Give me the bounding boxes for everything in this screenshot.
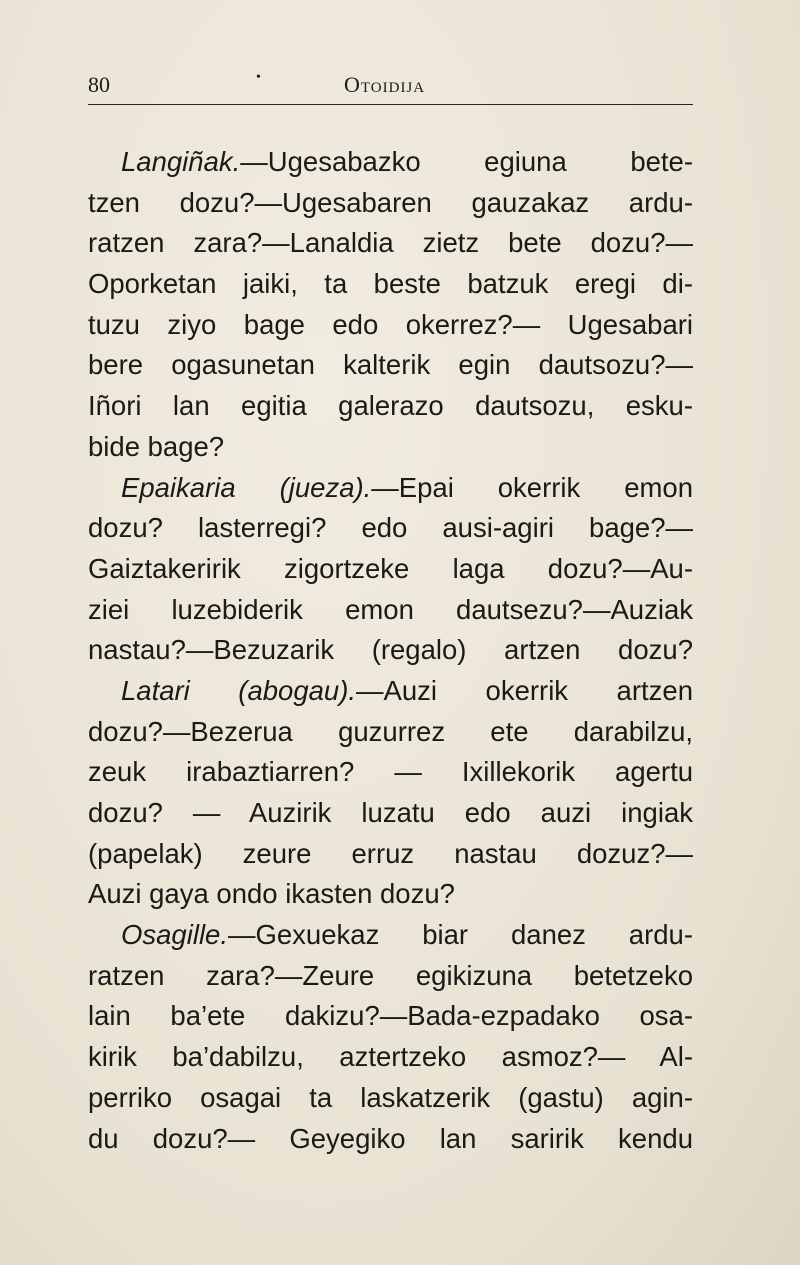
- line-text: —Ugesabazko egiuna bete-: [240, 146, 693, 177]
- text-line: [88, 671, 693, 712]
- text-line: dozu? lasterregi? edo ausi-agiri bage?—: [88, 512, 693, 544]
- header-dot: •: [256, 70, 261, 85]
- text-line: (papelak) zeure erruz nastau dozuz?—: [88, 837, 693, 869]
- line-text: —Gexuekaz biar danez ardu-: [228, 919, 693, 951]
- text-line: dozu? — Auzirik luzatu edo auzi ingiak: [88, 797, 693, 828]
- section-term: Epaikaria (jueza).: [121, 471, 372, 503]
- text-line: tuzu ziyo bage edo okerrez?— Ugesabari: [88, 308, 693, 340]
- section-term: Langiñak.: [121, 146, 241, 177]
- line-text: —Epai okerrik emon: [371, 471, 693, 503]
- text-line: bere ogasunetan kalterik egin dautsozu?—: [88, 349, 693, 381]
- text-line: Auzi gaya ondo ikasten dozu?: [88, 878, 455, 910]
- text-line: zeuk irabaztiarren? — Ixillekorik agertu: [88, 756, 693, 788]
- body-text: [88, 142, 693, 1159]
- text-line: lain ba’ete dakizu?—Bada-ezpadako osa-: [88, 1000, 693, 1032]
- page-header: [88, 60, 693, 105]
- text-line: [88, 915, 693, 956]
- page-number: 80: [88, 72, 110, 97]
- text-line: ratzen zara?—Lanaldia zietz bete dozu?—: [88, 227, 693, 259]
- book-page: [88, 60, 693, 1240]
- line-text: —Auzi okerrik artzen: [356, 674, 693, 706]
- section-term: Osagille.: [121, 919, 228, 951]
- text-line: [88, 142, 693, 183]
- text-line: perriko osagai ta laskatzerik (gastu) agin-: [88, 1081, 693, 1113]
- running-title: Otoidija: [344, 72, 426, 97]
- section-term: Latari (abogau).: [121, 674, 357, 706]
- text-line: ratzen zara?—Zeure egikizuna betetzeko: [88, 959, 693, 991]
- text-line: kirik ba’dabilzu, aztertzeko asmoz?— Al-: [88, 1041, 693, 1073]
- text-line: Oporketan jaiki, ta beste batzuk eregi di-: [88, 268, 693, 300]
- text-line: Iñori lan egitia galerazo dautsozu, esku-: [88, 390, 693, 422]
- text-line: tzen dozu?—Ugesabaren gauzakaz ardu-: [88, 186, 693, 218]
- text-line: dozu?—Bezerua guzurrez ete darabilzu,: [88, 715, 693, 747]
- text-line: du dozu?— Geyegiko lan saririk kendu: [88, 1122, 693, 1154]
- text-line: ziei luzebiderik emon dautsezu?—Auziak: [88, 593, 693, 625]
- text-line: bide bage?: [88, 430, 225, 462]
- text-line: Gaiztakeririk zigortzeke laga dozu?—Au-: [88, 552, 693, 584]
- text-line: [88, 468, 693, 509]
- text-line: nastau?—Bezuzarik (regalo) artzen dozu?: [88, 634, 693, 666]
